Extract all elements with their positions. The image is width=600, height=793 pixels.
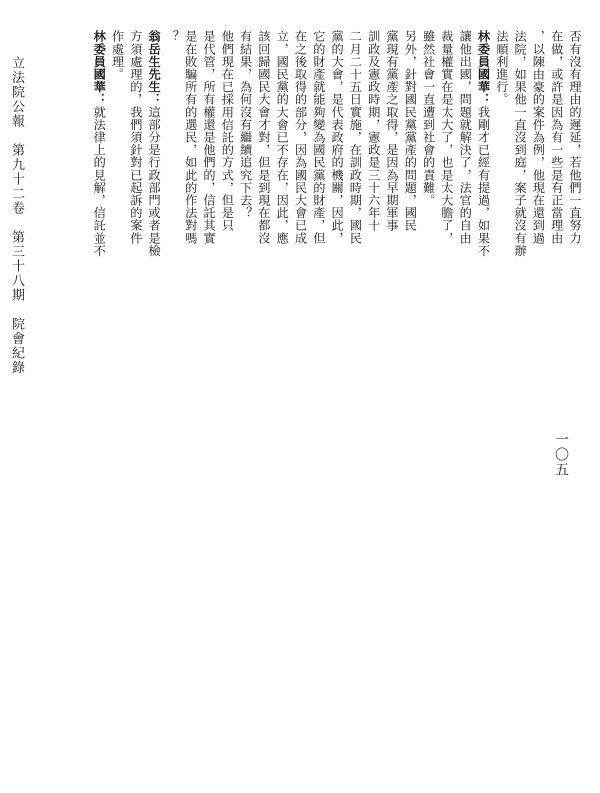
text-column: 雖然社會一直遭到社會的責難。 bbox=[421, 30, 436, 207]
text-column: 二月二十五日實施，在訓政時期，國民 bbox=[348, 30, 363, 245]
text-column: 裁量權實在是太大了，也是太大膽了， bbox=[439, 30, 454, 245]
text-column: 它的財產就能夠變為國民黨的財產，但 bbox=[311, 30, 326, 245]
text-column: 林委員國華：就法律上的見解，信託並不 bbox=[92, 30, 107, 257]
text-column: 在做，或許是因為有一些是有正當理由 bbox=[549, 30, 564, 245]
text-column: 是代管，所有權還是他們的，信託其實 bbox=[202, 30, 216, 245]
text-column: 訓政及憲政時期，憲政是三十六年十 bbox=[366, 30, 381, 232]
text-column: 法順利進行。 bbox=[494, 30, 509, 106]
text-column: 否有沒有理由的遲延，若他們一直努力 bbox=[568, 30, 582, 245]
text-column: 該回歸國民大會才對，但是到現在都沒 bbox=[256, 30, 271, 245]
speaker-label: 林委員國華： bbox=[92, 30, 107, 106]
text-column: 在之後取得的部分，因為國民大會已成 bbox=[293, 30, 308, 245]
text-column: 作處理。 bbox=[110, 30, 125, 81]
speaker-label: 林委員國華： bbox=[476, 30, 491, 106]
text-column: 他們現在已採用信託的方式，但是只 bbox=[220, 30, 235, 232]
text-column: ，以陳由豪的案件為例，他現在還到過 bbox=[531, 30, 546, 245]
text-column: 黨現有黨產之取得，是因為早期軍事 bbox=[385, 30, 399, 232]
text-column: 讓他出國，問題就解決了，法官的自由 bbox=[458, 30, 473, 245]
page-number: 一〇五 bbox=[553, 432, 569, 477]
text-column: 立，國民黨的大會已不存在，因此，應 bbox=[275, 30, 290, 245]
text-column: 方須處理的，我們須針對已起訴的案件 bbox=[128, 30, 143, 245]
text-column: 另外，針對國民黨黨產的問題，國民 bbox=[403, 30, 418, 232]
speaker-label: 翁岳生先生： bbox=[147, 30, 162, 106]
text-column: 黨的大會，是代表政府的機關，因此， bbox=[330, 30, 345, 245]
text-column: 法院，如果他一直沒到庭，案子就沒有辦 bbox=[513, 30, 528, 257]
text-column: 是在敗騙所有的選民，如此的作法對嗎 bbox=[183, 30, 198, 245]
gazette-footer: 立法院公報 第九十二卷 第三十八期 院會紀錄 bbox=[9, 56, 24, 375]
text-column: ？ bbox=[165, 30, 180, 43]
text-column: 林委員國華：我剛才已經有提過，如果不 bbox=[476, 30, 491, 257]
text-column: 有結果，為何沒有繼續追究下去？ bbox=[238, 30, 253, 219]
text-column: 翁岳生先生：這部分是行政部門或者是檢 bbox=[147, 30, 162, 257]
